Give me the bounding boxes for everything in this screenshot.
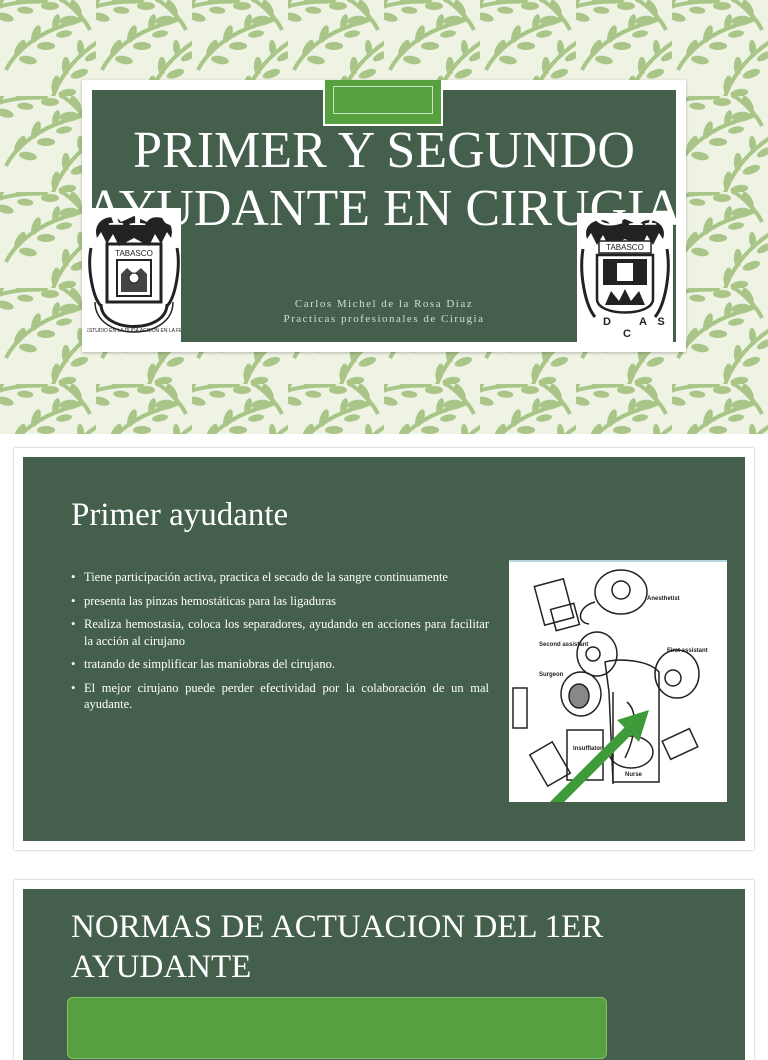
slide-title: PRIMER Y SEGUNDO AYUDANTE EN CIRUGIA <box>85 122 683 237</box>
content-box <box>67 997 607 1059</box>
slide-panel <box>23 457 745 841</box>
title-accent-tab <box>323 80 443 126</box>
title-slide[interactable] <box>0 0 768 434</box>
crest-letter-a: A <box>639 316 647 328</box>
author-name: Carlos Michel de la Rosa Díaz <box>294 298 474 310</box>
slide-primer-ayudante[interactable] <box>14 448 754 850</box>
slide-heading: Primer ayudante <box>71 497 289 533</box>
diagram-label-anesthetist: Anesthetist <box>647 596 680 602</box>
bullet-marker: • <box>71 593 76 608</box>
list-item: • presenta las pinzas hemostáticas para las ligaduras <box>71 593 336 608</box>
green-arrow-icon <box>549 710 649 802</box>
bullet-marker: • <box>71 680 76 695</box>
svg-text:TABASCO: TABASCO <box>115 249 153 258</box>
list-item: • El mejor cirujano puede perder efectividad por la colaboración de un mal ayudante. <box>71 680 489 711</box>
crest-letter-s: S <box>657 316 665 328</box>
slide-panel <box>23 889 745 1060</box>
svg-text:TABASCO: TABASCO <box>606 243 644 252</box>
bullet-marker: • <box>71 617 76 631</box>
title-card <box>82 80 686 352</box>
diagram-label-insufflator: Insufflator <box>573 746 603 752</box>
crest-letter-d: D <box>603 316 611 328</box>
course-name: Practicas profesionales de Cirugia <box>283 313 485 325</box>
list-item: • Tiene participación activa, practica el secado de la sangre continuamente <box>71 570 448 584</box>
list-item: • Realiza hemostasia, coloca los separadores, ayudando en acciones para facilitar la acción al cirujano <box>71 617 489 648</box>
operating-room-diagram <box>509 560 727 802</box>
slide-normas-actuacion[interactable] <box>14 880 754 1060</box>
svg-text:ESTUDIO EN LA DUDA ACCION EN L: ESTUDIO EN LA DUDA ACCION EN LA FE <box>87 328 181 334</box>
list-item: • tratando de simplificar las maniobras del cirujano. <box>71 657 335 671</box>
diagram-label-first-assistant: First assistant <box>667 648 708 654</box>
diagram-label-surgeon: Surgeon <box>539 672 564 678</box>
diagram-label-nurse: Nurse <box>625 772 643 778</box>
diagram-label-second-assistant: Second assistant <box>539 642 589 648</box>
bullet-marker: • <box>71 657 76 671</box>
slide-subtitle <box>82 297 686 327</box>
slide-heading: NORMAS DE ACTUACION DEL 1ER AYUDANTE <box>71 909 604 985</box>
crest-letter-c: C <box>623 328 631 340</box>
bullet-list <box>71 569 489 720</box>
bullet-marker: • <box>71 570 76 584</box>
